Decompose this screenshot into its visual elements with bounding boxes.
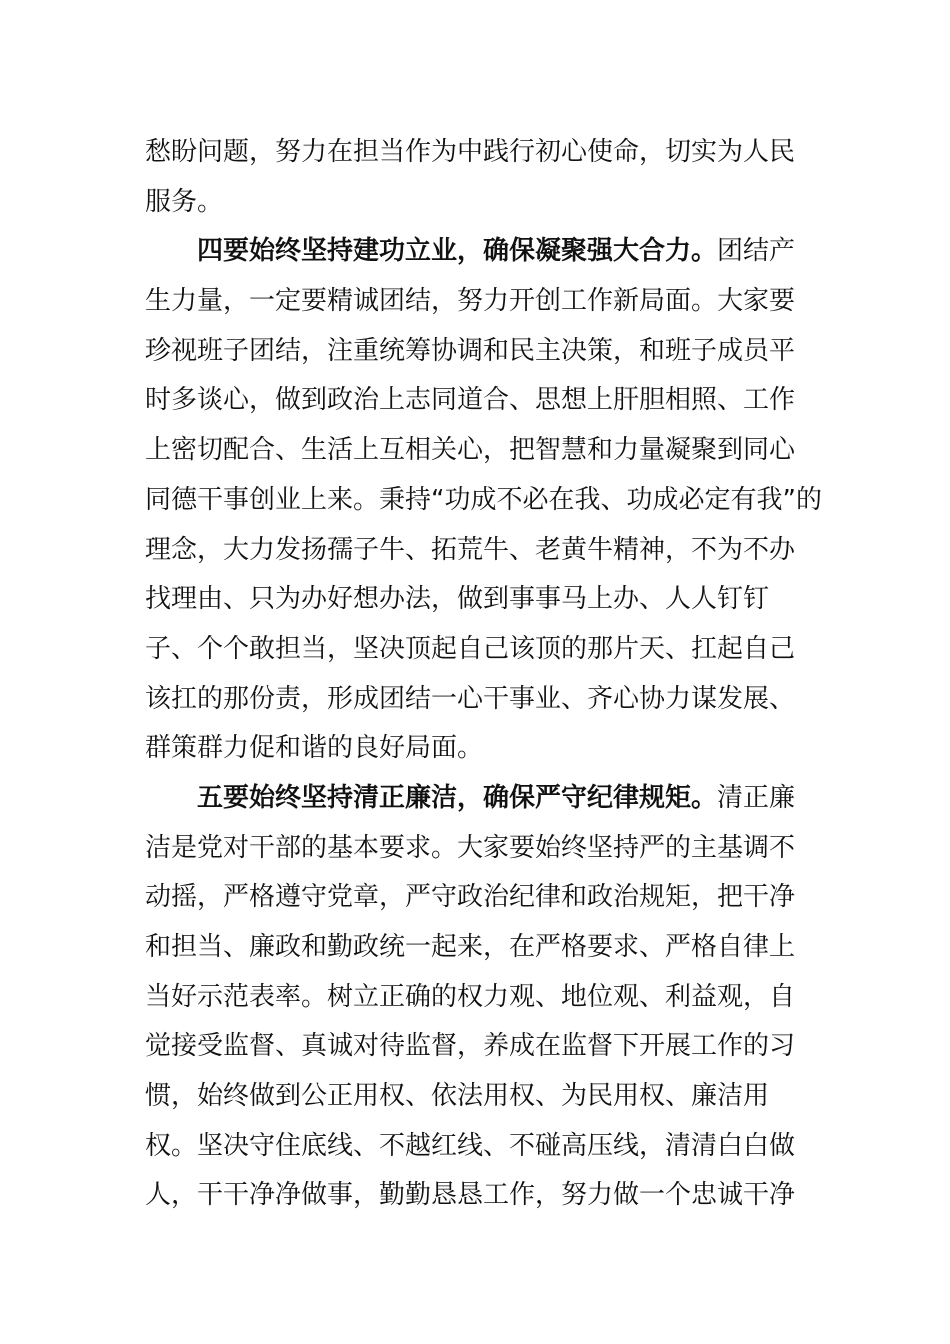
text-line: 群策群力促和谐的良好局面。 [145,733,484,764]
text-line: 服务。 [145,186,224,217]
text-line: 找理由、只为办好想办法，做到事事马上办、人人钉钉 [145,584,770,615]
paragraph-heading: 四要始终坚持建功立业，确保凝聚强大合力。 [197,236,718,267]
text-line: 动摇，严格遵守党章，严守政治纪律和政治规矩，把干净 [145,882,796,913]
text-line: 当好示范表率。树立正确的权力观、地位观、利益观，自 [145,981,796,1012]
paragraph-3-tail [145,128,805,227]
text-line: 权。坚决守住底线、不越红线、不碰高压线，清清白白做 [145,1130,796,1161]
text-line: 理念，大力发扬孺子牛、拓荒牛、老黄牛精神，不为不办 [145,534,796,565]
document-body [145,128,822,1221]
paragraph-5 [145,774,805,1221]
text-line: 人，干干净净做事，勤勤恳恳工作，努力做一个忠诚干净 [145,1180,796,1211]
text-line: 惯，始终做到公正用权、依法用权、为民用权、廉洁用 [145,1081,770,1112]
text-run: 团结产 [717,236,796,267]
text-line: 同德干事创业上来。秉持“功成不必在我、功成必定有我”的 [145,484,822,515]
text-line: 觉接受监督、真诚对待监督，养成在监督下开展工作的习 [145,1031,796,1062]
text-line: 生力量，一定要精诚团结，努力开创工作新局面。大家要 [145,286,796,317]
text-line: 上密切配合、生活上互相关心，把智慧和力量凝聚到同心 [145,435,796,466]
paragraph-4 [145,227,822,774]
text-line: 洁是党对干部的基本要求。大家要始终坚持严的主基调不 [145,832,796,863]
paragraph-first-line [145,227,805,277]
text-line: 子、个个敢担当，坚决顶起自己该顶的那片天、扛起自己 [145,633,796,664]
paragraph-first-line [145,774,805,824]
text-line: 该扛的那份责，形成团结一心干事业、齐心协力谋发展、 [145,683,796,714]
text-line: 和担当、廉政和勤政统一起来，在严格要求、严格自律上 [145,932,796,962]
text-line: 愁盼问题，努力在担当作为中践行初心使命，切实为人民 [145,137,796,167]
text-run: 清正廉 [717,782,796,813]
text-line: 时多谈心，做到政治上志同道合、思想上肝胆相照、工作 [145,385,796,416]
paragraph-heading: 五要始终坚持清正廉洁，确保严守纪律规矩。 [197,782,718,813]
text-line: 珍视班子团结，注重统筹协调和民主决策，和班子成员平 [145,335,796,366]
